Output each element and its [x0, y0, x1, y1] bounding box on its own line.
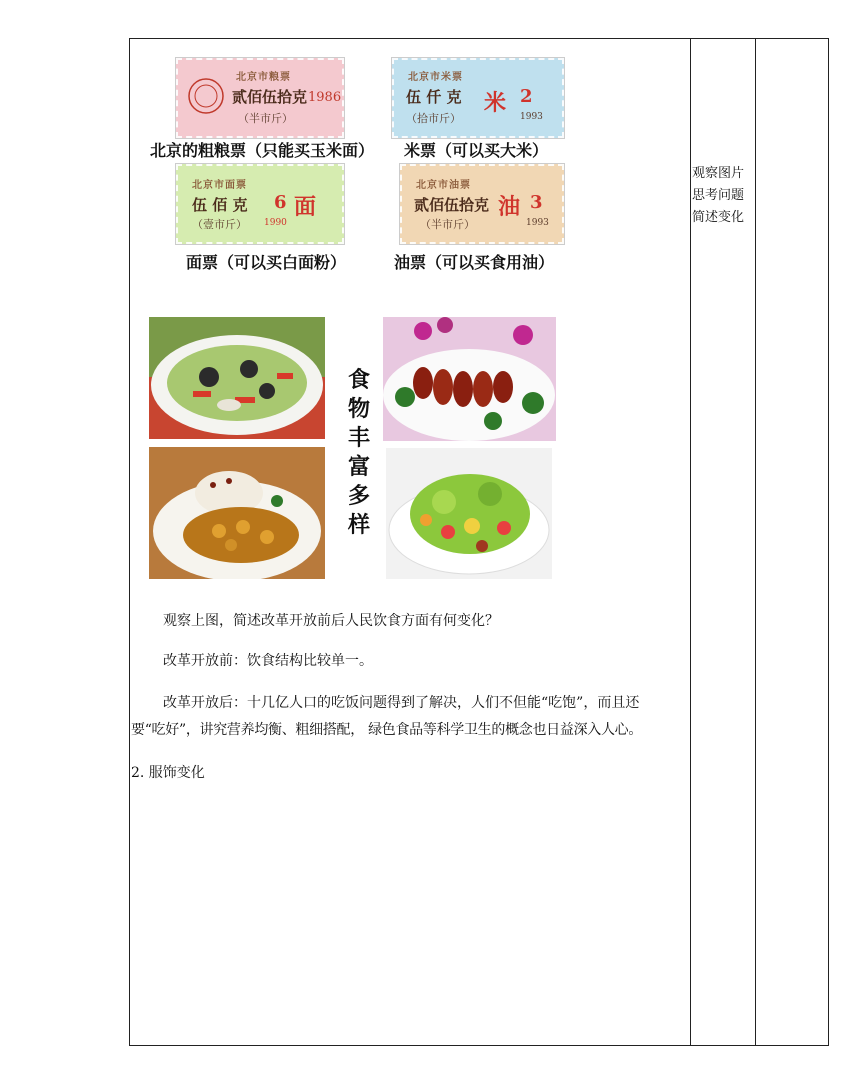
food-label-char: 样: [347, 513, 370, 538]
side-note-line-1: 观察图片: [692, 166, 745, 181]
ticket-year: 1986: [308, 90, 342, 105]
oil-ticket-image: [400, 164, 564, 244]
food-label-char: 多: [347, 484, 370, 509]
ticket-unit: （拾市斤）: [406, 112, 461, 125]
flour-caption: 面票（可以买白面粉）: [186, 253, 347, 272]
ticket-big-char: 油: [498, 194, 521, 220]
clothing-section-heading: 2. 服饰变化: [131, 765, 205, 781]
column-divider-1: [690, 38, 691, 1046]
ticket-title: 北京市米票: [408, 72, 463, 83]
stir-fry-photo: [149, 317, 325, 439]
ticket-amount: 贰佰伍拾克: [414, 196, 490, 214]
food-label-char: 丰: [347, 426, 370, 451]
rice-ticket-image: [392, 58, 564, 138]
ticket-big-char: 面: [294, 194, 317, 220]
stamp-seal-icon: [186, 76, 226, 116]
food-label-char: 富: [347, 455, 370, 480]
roast-meat-illustration: [383, 317, 556, 441]
before-reform-paragraph: 改革开放前：饮食结构比较单一。: [163, 653, 373, 669]
coarse-grain-ticket-image: [176, 58, 344, 138]
oil-caption: 油票（可以买食用油）: [394, 253, 555, 272]
food-abundant-label: [345, 366, 373, 540]
side-note-line-2: 思考问题: [692, 188, 745, 203]
coarse-grain-caption: 北京的粗粮票（只能买玉米面）: [150, 141, 375, 160]
rice-stew-photo: [149, 447, 325, 579]
roast-meat-photo: [383, 317, 556, 441]
flour-ticket-image: [176, 164, 344, 244]
ticket-title: 北京市油票: [416, 180, 471, 191]
ticket-unit: （壹市斤）: [192, 218, 247, 231]
ticket-unit: （半市斤）: [238, 112, 293, 125]
ticket-unit: （半市斤）: [420, 218, 475, 231]
food-label-char: 食: [347, 368, 370, 393]
ticket-big-char: 米: [484, 90, 507, 116]
ticket-number: 3: [530, 192, 543, 213]
ticket-amount: 伍 仟 克: [406, 88, 462, 106]
ticket-title: 北京市粮票: [236, 72, 291, 83]
ticket-year: 1993: [520, 112, 543, 122]
food-label-char: 物: [347, 397, 370, 422]
after-reform-line-2: 要“吃好”，讲究营养均衡、粗细搭配， 绿色食品等科学卫生的概念也日益深入人心。: [131, 722, 643, 738]
rice-caption: 米票（可以买大米）: [404, 141, 549, 160]
side-note-line-3: 简述变化: [692, 210, 745, 225]
ticket-number: 6: [274, 192, 287, 213]
ticket-title: 北京市面票: [192, 180, 247, 191]
ticket-amount: 贰佰伍拾克: [232, 88, 308, 106]
after-reform-line-1: 改革开放后：十几亿人口的吃饭问题得到了解决，人们不但能“吃饱”，而且还: [163, 695, 640, 711]
salad-photo: [386, 448, 552, 579]
ticket-number: 2: [520, 86, 533, 107]
column-divider-2: [755, 38, 756, 1046]
question-paragraph: 观察上图，简述改革开放前后人民饮食方面有何变化？: [163, 613, 499, 629]
ticket-year: 1990: [264, 218, 287, 228]
side-note: [692, 163, 754, 229]
salad-illustration: [386, 448, 552, 579]
rice-stew-illustration: [149, 447, 325, 579]
ticket-year: 1993: [526, 218, 549, 228]
ticket-amount: 伍 佰 克: [192, 196, 248, 214]
stir-fry-illustration: [149, 317, 325, 439]
